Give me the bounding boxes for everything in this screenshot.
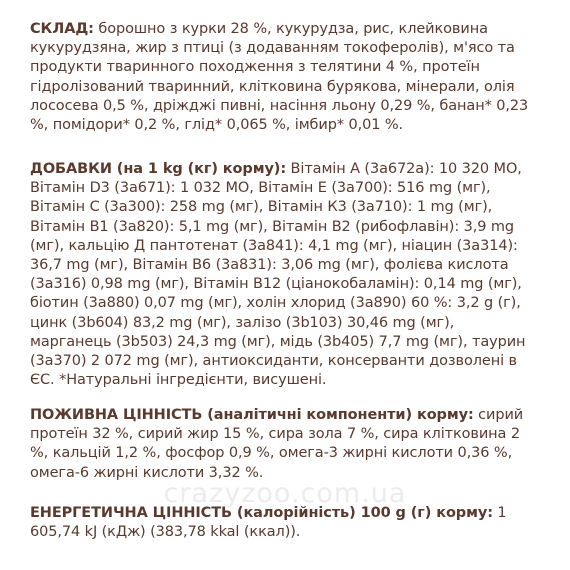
watermark: crazyzoo.com.ua <box>163 478 407 509</box>
composition-section <box>30 20 540 135</box>
additives-text: Вітамін А (3а672а): 10 320 МО, Вітамін D3 (3а671): 1 032 МО, Вітамін Е (3а700): 516 mg (мг), Вітамін С (3а300): 258 mg (мг), Вітамін К3 (3а710): 1 mg (мг), Вітамін В1 (3а820): 5,1 mg (мг), Вітамін В2 (рибофлавін): 3,9 mg (мг), кальцію Д пантотенат (3а841): 4,1 mg (мг), ніацин (3а314): 36,7 mg (мг), Вітамін В6 (3а831): 3,06 mg (мг), фолієва кислота (3а316) 0,98 mg (мг), Вітамін В12 (ціанокобаламін): 0,14 mg (мг), біотин (3а880) 0,07 mg (мг), холін хлорид (3а890) 60 %: 3,2 g (г), цинк (3b604) 83,2 mg (мг), залізо (3b103) 30,46 mg (мг), марганець (3b503) 24,3 mg (мг), мідь (3b405) 7,7 mg (мг), таурин (3а370) 2 072 mg (мг), антиоксиданти, консерванти дозволені в ЄС. *Натуральні інгредієнти, висушені. <box>30 161 526 389</box>
energy-text: 1 605,74 kJ (кДж) (383,78 kkal (ккал)). <box>30 505 507 541</box>
composition-title: СКЛАД: <box>30 21 94 37</box>
nutrition-text: сирий протеїн 32 %, сирий жир 15 %, сира зола 7 %, сира клітковина 2 %, кальцій 1,2 %, фосфор 0,9 %, омега-3 жирні кислоти 0,36 %, омега-6 жирні кислоти 3,32 %. <box>30 407 524 481</box>
nutrition-section <box>30 406 540 483</box>
energy-title: ЕНЕРГЕТИЧНА ЦІННІСТЬ (калорійність) 100 g (г) корму: <box>30 505 493 521</box>
nutrition-title: ПОЖИВНА ЦІННІСТЬ (аналітичні компоненти) корму: <box>30 407 474 423</box>
additives-title: ДОБАВКИ (на 1 kg (кг) корму): <box>30 161 287 177</box>
energy-section <box>30 504 540 542</box>
composition-text: борошно з курки 28 %, кукурудза, рис, клейковина кукурудзяна, жир з птиці (з додаванням токоферолів), м'ясо та продукти тваринного походження з телятини 4 %, протеїн гідролізований тваринний, клітковина бурякова, мінерали, олія лососева 0,5 %, дріжджі пивні, насіння льону 0,29 %, банан* 0,23 %, помідори* 0,2 %, глід* 0,065 %, імбир* 0,01 %. <box>30 21 529 134</box>
additives-section <box>30 160 540 390</box>
